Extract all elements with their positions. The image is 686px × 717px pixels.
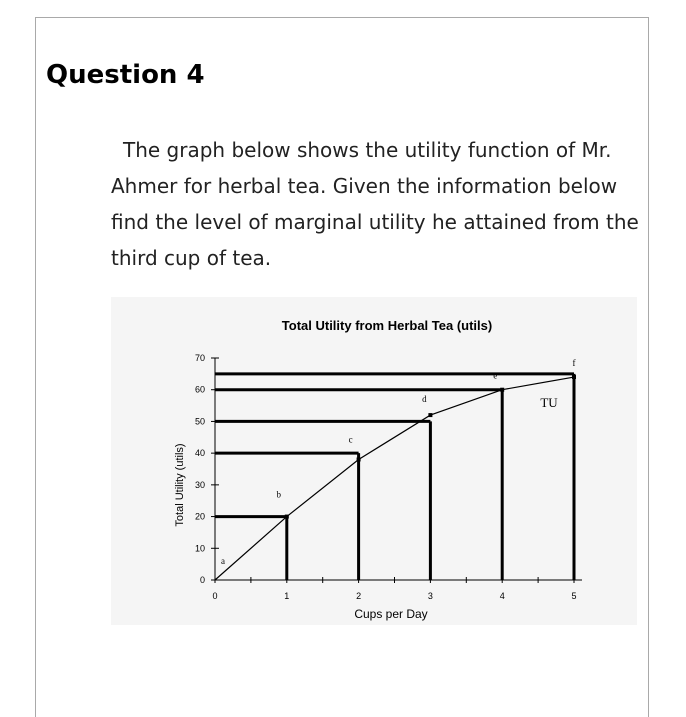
y-tick-label: 0 [199, 575, 205, 585]
total-utility-chart-svg [111, 297, 637, 625]
y-tick-label: 10 [194, 543, 205, 554]
point-label: b [276, 489, 282, 500]
y-tick-label: 60 [194, 384, 205, 395]
y-tick-label: 50 [194, 416, 205, 427]
tu-point-marker [428, 413, 432, 417]
question-line: find the level of marginal utility he attained from the [111, 210, 639, 234]
x-tick-label: 1 [284, 591, 290, 601]
chart [111, 297, 637, 625]
question-line: The graph below shows the utility function of Mr. [123, 138, 612, 162]
series-label-tu: TU [540, 395, 558, 410]
point-label: e [493, 370, 498, 381]
x-tick-label: 4 [499, 591, 505, 601]
question-text [111, 132, 639, 276]
question-line: third cup of tea. [111, 246, 272, 270]
y-tick-label: 20 [194, 511, 205, 522]
point-label: d [422, 394, 427, 405]
point-label: c [348, 434, 353, 445]
y-axis-label: Total Utility (utils) [174, 443, 186, 527]
tu-point-marker [500, 388, 504, 392]
x-tick-label: 5 [571, 591, 577, 601]
tu-curve [215, 377, 574, 580]
y-tick-label: 30 [194, 479, 205, 490]
x-tick-label: 3 [427, 591, 433, 601]
question-title: Question 4 [46, 60, 205, 90]
tu-point-marker [285, 515, 289, 519]
x-axis-label: Cups per Day [354, 607, 428, 621]
x-tick-label: 0 [212, 591, 218, 601]
question-line: Ahmer for herbal tea. Given the information below [111, 174, 618, 198]
y-tick-label: 40 [194, 448, 205, 459]
chart-title: Total Utility from Herbal Tea (utils) [281, 318, 493, 333]
tu-point-marker [572, 375, 576, 379]
x-tick-label: 2 [356, 591, 362, 601]
y-tick-label: 70 [194, 353, 205, 363]
tu-point-marker [357, 457, 361, 461]
point-label: a [221, 556, 225, 566]
point-label: f [572, 358, 576, 369]
plot-area [195, 353, 582, 601]
